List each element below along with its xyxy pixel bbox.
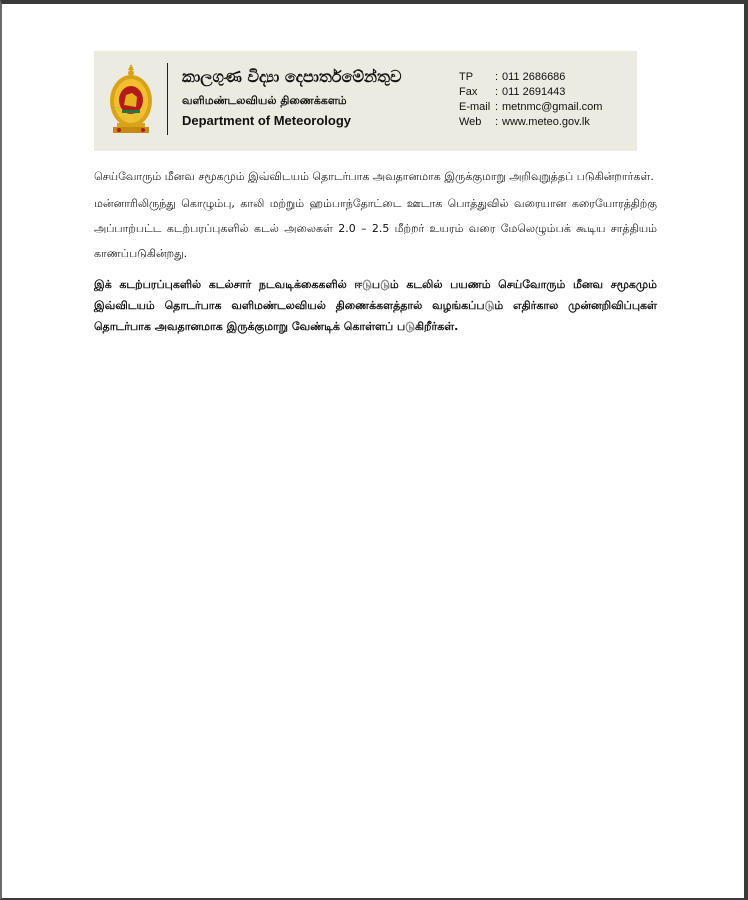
department-name-tamil: வளிமண்டலவியல் திணைக்களம்	[182, 94, 347, 107]
contact-telephone	[459, 70, 602, 85]
contact-value[interactable]: metnmc@gmail.com	[502, 101, 603, 113]
paragraph-wave-forecast: மன்னாரிலிருந்து கொழும்பு, காலி மற்றும் ஹம்பாந்தோட்டை ஊடாக பொத்துவில் வரையான கரையோரத்திற்கு அப்பாற்பட்ட கடற்பரப்புகளில் கடல் அலைகள் 2.0 – 2.5 மீற்றர் உயரம் வரை மேலெழும்பக் கூடிய சாத்தியம் காணப்படுகின்றது.	[94, 197, 657, 260]
sri-lanka-emblem-icon	[108, 63, 154, 135]
contact-separator: :	[495, 86, 499, 98]
contact-value: 011 2686686	[502, 71, 566, 83]
contact-block	[459, 70, 602, 130]
paragraph-warning: இக் கடற்பரப்புகளில் கடல்சார் நடவடிக்கைகளில் ஈடுபடும் கடலில் பயணம் செய்வோரும் மீனவ சமூகமும் இவ்விடயம் தொடர்பாக வளிமண்டலவியல் திணைக்களத்தால் வழங்கப்படும் எதிர்கால முன்னறிவிப்புகள் தொடர்பாக அவதானமாக இருக்குமாறு வேண்டிக் கொள்ளப் படுகிறீர்கள்.	[94, 278, 657, 333]
contact-email	[459, 100, 602, 115]
contact-label: Fax	[459, 86, 478, 98]
contact-label: TP	[459, 71, 474, 83]
contact-web	[459, 115, 602, 130]
contact-separator: :	[495, 71, 499, 83]
contact-fax	[459, 85, 602, 100]
department-name-sinhala: කාලගුණ විද්‍යා දෙපාර්තමේන්තුව	[182, 67, 402, 86]
contact-label: E-mail	[459, 101, 491, 113]
letterhead	[94, 51, 637, 151]
letterhead-divider	[167, 63, 168, 135]
contact-separator: :	[495, 101, 499, 113]
paragraph-advisory-intro: செய்வோரும் மீனவ சமூகமும் இவ்விடயம் தொடர்பாக அவதானமாக இருக்குமாறு அறிவுறுத்தப் படுகின்றார்கள்.	[94, 170, 654, 183]
contact-value[interactable]: www.meteo.gov.lk	[502, 116, 590, 128]
department-name-english: Department of Meteorology	[182, 113, 352, 128]
contact-label: Web	[459, 116, 482, 128]
contact-separator: :	[495, 116, 499, 128]
contact-value: 011 2691443	[502, 86, 566, 98]
document-body	[94, 164, 657, 339]
